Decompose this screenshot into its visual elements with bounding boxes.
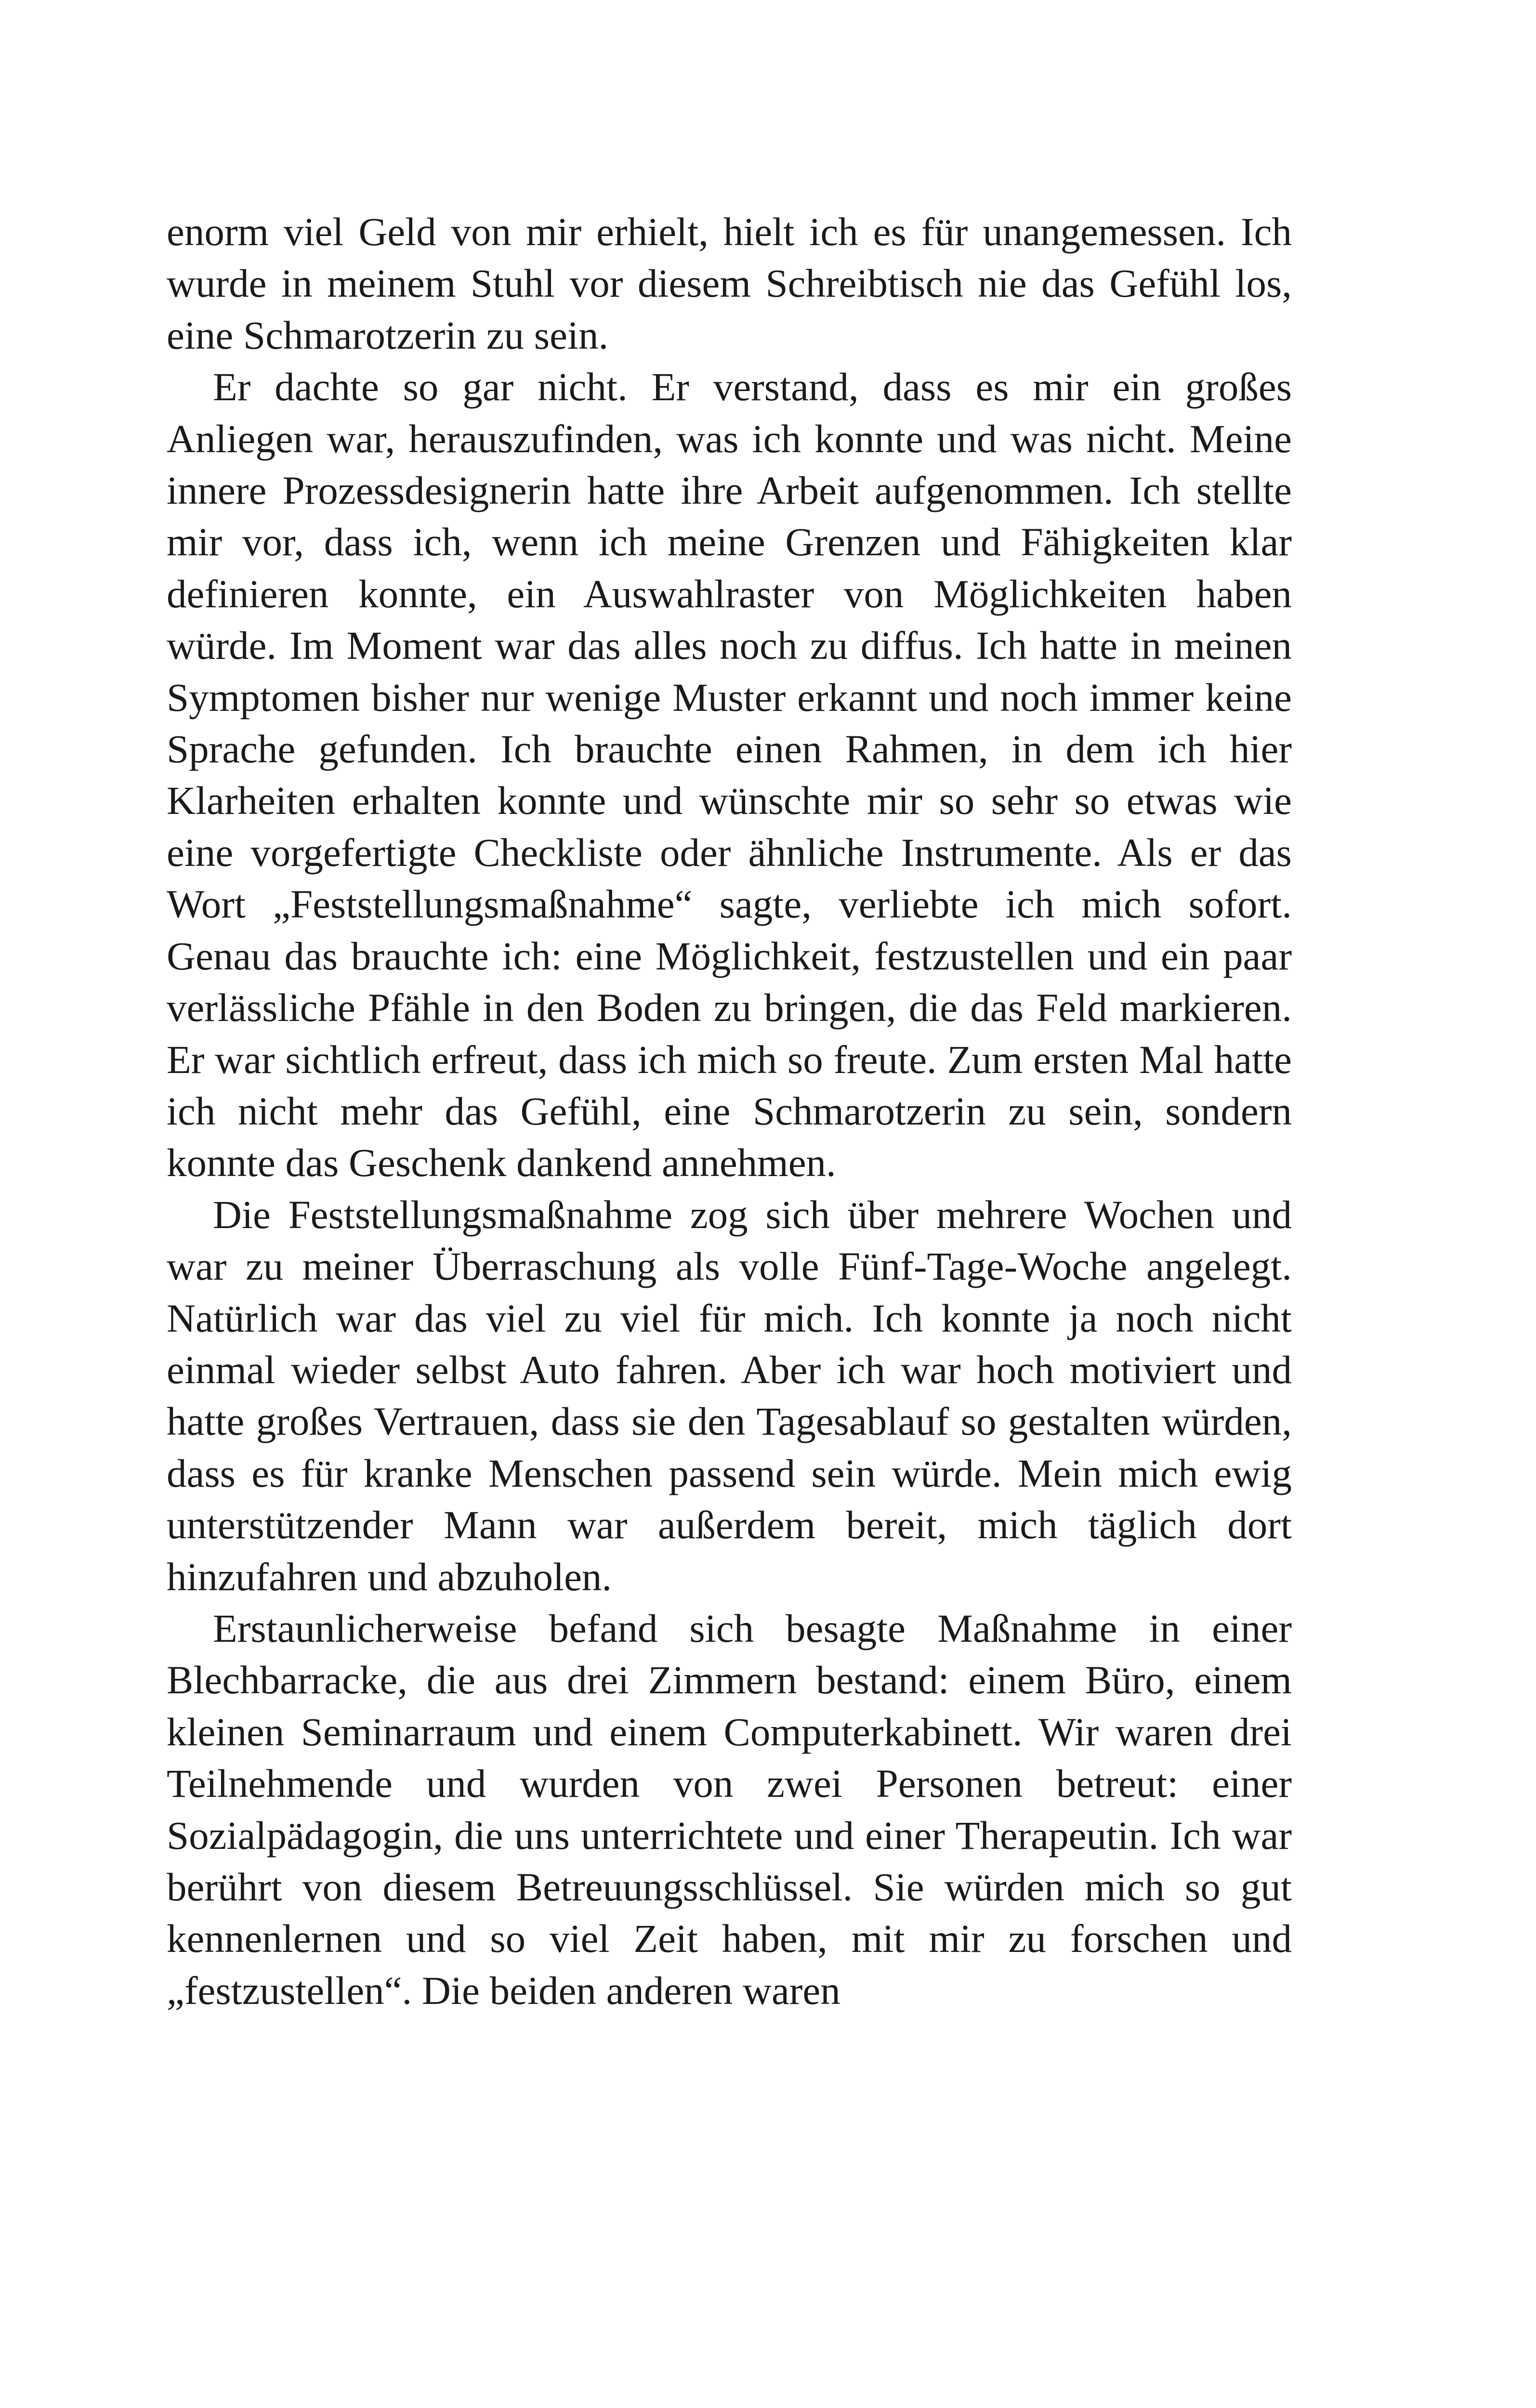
- paragraph-feststellungsmassnahme-wish: Er dachte so gar nicht. Er verstand, dass es mir ein großes Anliegen war, herauszufinden, was ich konnte und was nicht. Meine innere Prozessdesignerin hatte ihre Arbeit aufgenommen. Ich stellte mir vor, dass ich, wenn ich meine Grenzen und Fähigkeiten klar definieren konnte, ein Auswahlraster von Möglichkeiten haben würde. Im Moment war das alles noch zu diffus. Ich hatte in meinen Symptomen bisher nur wenige Muster erkannt und noch immer keine Sprache gefunden. Ich brauchte einen Rahmen, in dem ich hier Klarheiten erhalten konnte und wünschte mir so sehr so etwas wie eine vorgefertigte Checkliste oder ähnliche Instrumente. Als er das Wort „Feststellungsmaßnahme“ sagte, verliebte ich mich sofort. Genau das brauchte ich: eine Möglichkeit, festzustellen und ein paar verlässliche Pfähle in den Boden zu bringen, die das Feld markieren. Er war sichtlich erfreut, dass ich mich so freute. Zum ersten Mal hatte ich nicht mehr das Gefühl, eine Schmarotzerin zu sein, sondern konnte das Geschenk dankend annehmen.: [167, 365, 1292, 1185]
- paragraph-week-schedule: Die Feststellungsmaßnahme zog sich über mehrere Wochen und war zu meiner Überraschung als volle Fünf-Tage-Woche angelegt. Natürlich war das viel zu viel für mich. Ich konnte ja noch nicht einmal wieder selbst Auto fahren. Aber ich war hoch motiviert und hatte großes Vertrauen, dass sie den Tagesablauf so gestalten würden, dass es für kranke Menschen passend sein würde. Mein mich ewig unterstützender Mann war außerdem bereit, mich täglich dort hinzufahren und abzuholen.: [167, 1192, 1292, 1599]
- paragraph-blechbarracke: Erstaunlicherweise befand sich besagte Maßnahme in einer Blechbarracke, die aus drei Zimmern bestand: einem Büro, einem kleinen Seminarraum und einem Computerkabinett. Wir waren drei Teilnehmende und wurden von zwei Personen betreut: einer Sozialpädagogin, die uns unterrichtete und einer Therapeutin. Ich war berührt von diesem Betreuungsschlüssel. Sie würden mich so gut kennenlernen und so viel Zeit haben, mit mir zu forschen und „festzustellen“. Die beiden anderen waren: [167, 1606, 1292, 2013]
- paragraph-continuation: enorm viel Geld von mir erhielt, hielt ich es für unangemessen. Ich wurde in meinem Stuhl vor diesem Schreibtisch nie das Gefühl los, eine Schmarotzerin zu sein.: [167, 209, 1292, 357]
- book-page-text: [167, 206, 1292, 2016]
